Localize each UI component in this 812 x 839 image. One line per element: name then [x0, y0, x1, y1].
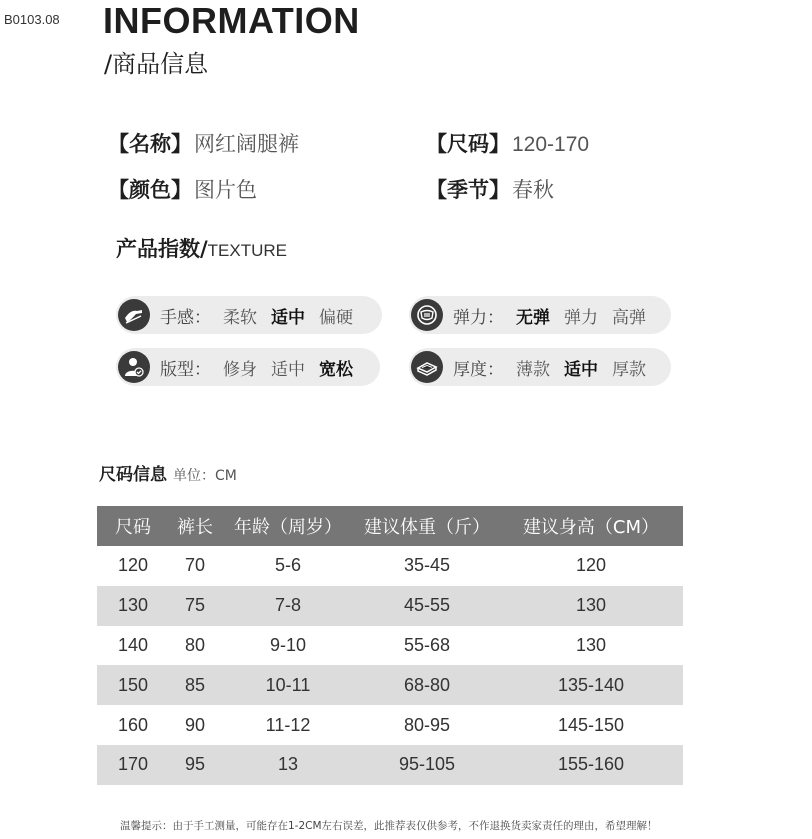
- texture-heading: [116, 233, 287, 263]
- cell-weight: 35-45: [403, 555, 451, 576]
- cell-weight: 55-68: [403, 634, 451, 655]
- table-row: [97, 546, 683, 586]
- cell-size: 170: [97, 745, 169, 785]
- header-size: 尺码: [97, 506, 169, 546]
- table-row: [97, 586, 683, 626]
- cell-age: 13: [221, 745, 355, 785]
- info-season-value: 春秋: [512, 178, 554, 202]
- info-name: [108, 128, 299, 158]
- metric-thickness: [409, 348, 671, 386]
- texture-heading-en: TEXTURE: [207, 241, 288, 260]
- metric-label: 手感：: [160, 307, 211, 328]
- info-name-value: 网红阔腿裤: [194, 132, 299, 156]
- info-color-key: 【颜色】: [108, 178, 192, 202]
- info-size-key: 【尺码】: [426, 132, 510, 156]
- metric-hand-feel: [116, 296, 382, 334]
- cell-size: 120: [117, 555, 149, 576]
- table-row: [97, 626, 683, 666]
- table-row: [97, 705, 683, 745]
- metric-option-selected: 无弹: [516, 307, 550, 328]
- cell-age: 11-12: [265, 714, 311, 735]
- cell-length: 90: [184, 714, 206, 735]
- info-size: [426, 128, 589, 158]
- cell-height: 120: [575, 555, 607, 576]
- info-season-key: 【季节】: [426, 178, 510, 202]
- cell-age: 7-8: [221, 586, 355, 626]
- info-season: [426, 174, 554, 204]
- cell-age: 10-11: [221, 665, 355, 705]
- cell-length: 75: [169, 586, 221, 626]
- cell-size: 160: [117, 714, 149, 735]
- metric-option-selected: 适中: [271, 307, 305, 328]
- cell-length: 80: [184, 634, 206, 655]
- header-height: 建议身高（CM）: [499, 506, 683, 546]
- measurement-note: 温馨提示：由于手工测量，可能存在1-2CM左右误差，此推荐表仅供参考，不作退换货卖家责任的理由，希望理解！: [120, 820, 658, 832]
- product-code: B0103.08: [4, 12, 60, 27]
- cell-height: 130: [499, 586, 683, 626]
- page-title: INFORMATION: [103, 0, 360, 41]
- thickness-icon: [411, 351, 443, 383]
- metric-label: 版型：: [160, 359, 211, 380]
- header-weight: 建议体重（斤）: [355, 506, 499, 546]
- cell-weight: 68-80: [355, 665, 499, 705]
- cell-length: 70: [184, 555, 206, 576]
- cell-weight: 95-105: [355, 745, 499, 785]
- metric-option: 薄款: [516, 359, 550, 380]
- cell-height: 135-140: [499, 665, 683, 705]
- page-subtitle: /商品信息: [104, 50, 209, 78]
- size-chart-title: [99, 460, 237, 485]
- cell-weight: 45-55: [355, 586, 499, 626]
- info-name-key: 【名称】: [108, 132, 192, 156]
- metric-option: 弹力: [564, 307, 598, 328]
- info-size-value: 120-170: [512, 133, 590, 156]
- table-header-row: [97, 506, 683, 546]
- header-length: 裤长: [169, 506, 221, 546]
- cell-height: 155-160: [499, 745, 683, 785]
- cell-age: 9-10: [269, 634, 307, 655]
- cell-weight: 80-95: [403, 714, 451, 735]
- metric-option: 高弹: [612, 307, 646, 328]
- metric-option: 偏硬: [319, 307, 353, 328]
- info-color-value: 图片色: [194, 178, 257, 202]
- metric-option: 修身: [223, 359, 257, 380]
- size-chart-unit: 单位：CM: [173, 468, 237, 484]
- metric-fit: [116, 348, 380, 386]
- metric-option-selected: 适中: [564, 359, 598, 380]
- cell-height: 130: [575, 634, 607, 655]
- cell-size: 130: [97, 586, 169, 626]
- texture-heading-cn: 产品指数/: [116, 237, 208, 261]
- cell-age: 5-6: [274, 555, 301, 576]
- metric-elasticity: [409, 296, 671, 334]
- metric-label: 厚度：: [453, 359, 504, 380]
- hand-feel-icon: [118, 299, 150, 331]
- cell-size: 150: [97, 665, 169, 705]
- elasticity-icon: [411, 299, 443, 331]
- metric-option: 适中: [271, 359, 305, 380]
- size-chart-title-text: 尺码信息: [99, 465, 167, 485]
- fit-person-icon: [118, 351, 150, 383]
- size-chart-table: [97, 506, 683, 785]
- header-age: 年龄（周岁）: [221, 506, 355, 546]
- cell-height: 145-150: [557, 714, 625, 735]
- cell-length: 85: [169, 665, 221, 705]
- cell-length: 95: [169, 745, 221, 785]
- table-row: [97, 745, 683, 785]
- metric-label: 弹力：: [453, 307, 504, 328]
- metric-option: 厚款: [612, 359, 646, 380]
- metric-option-selected: 宽松: [319, 359, 353, 380]
- info-color: [108, 174, 257, 204]
- cell-size: 140: [117, 634, 149, 655]
- metric-option: 柔软: [223, 307, 257, 328]
- table-row: [97, 665, 683, 705]
